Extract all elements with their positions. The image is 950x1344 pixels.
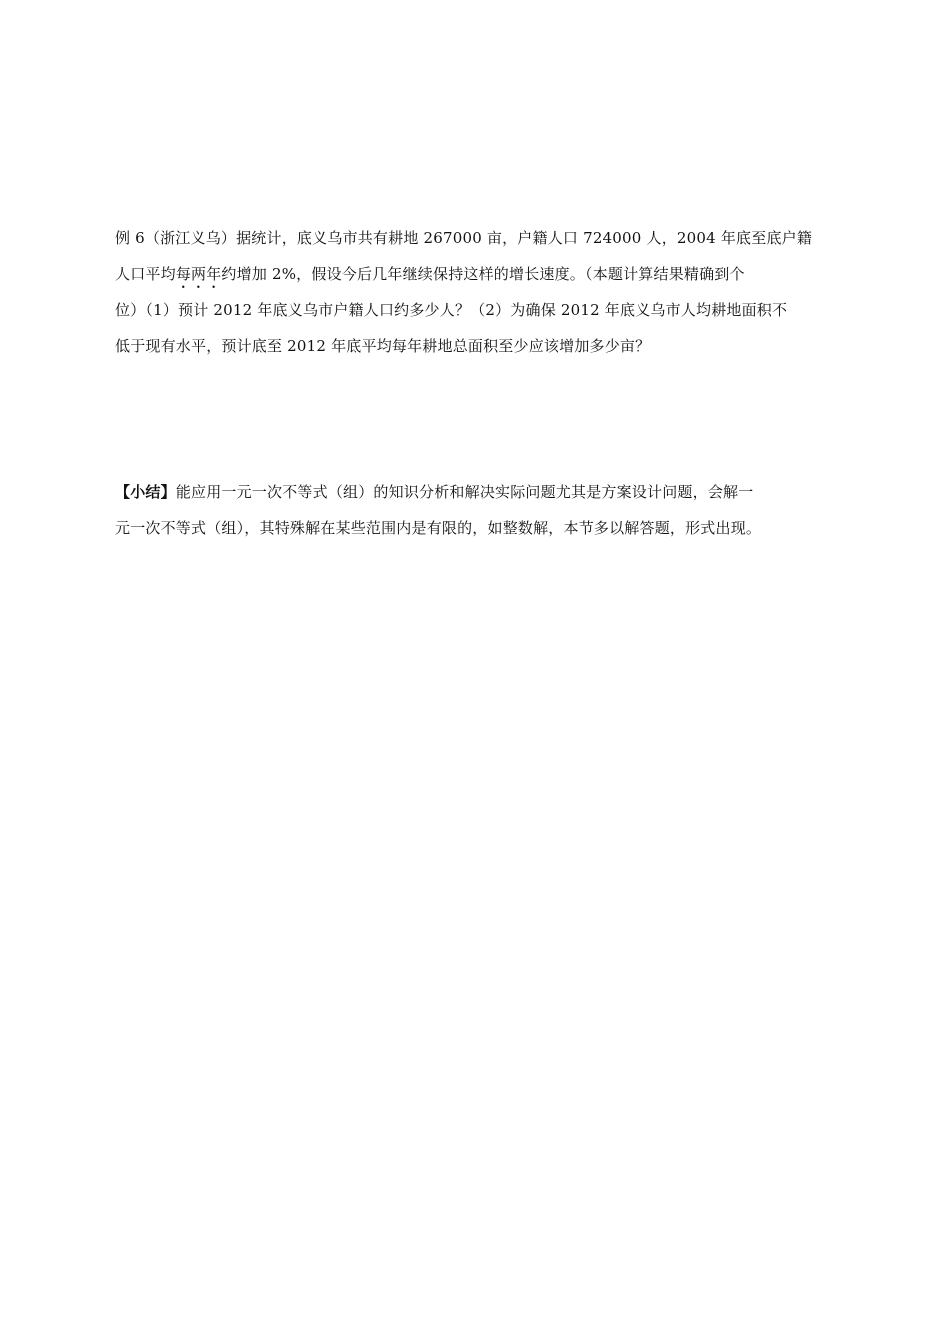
example-6-line-2 bbox=[115, 256, 840, 292]
example-6-paragraph bbox=[115, 220, 840, 364]
summary-line-2: 元一次不等式（组），其特殊解在某些范围内是有限的，如整数解，本节多以解答题，形式出现。 bbox=[115, 519, 762, 537]
emphasized-text: 每两年 bbox=[175, 265, 222, 283]
example-6-line-2-start: 人口平均 bbox=[115, 265, 176, 283]
summary-label: 【小结】 bbox=[115, 483, 176, 501]
example-6-line-1: 例 6（浙江义乌）据统计，底义乌市共有耕地 267000 亩，户籍人口 724000 人，2004 年底至底户籍 bbox=[115, 229, 813, 247]
summary-paragraph bbox=[115, 474, 840, 546]
summary-line-1 bbox=[115, 474, 840, 510]
example-6-line-2-end: 约增加 2%，假设今后几年继续保持这样的增长速度。（本题计算结果精确到个 bbox=[221, 265, 745, 283]
example-6-line-4: 低于现有水平，预计底至 2012 年底平均每年耕地总面积至少应该增加多少亩？ bbox=[115, 337, 651, 355]
summary-line-1-text: 能应用一元一次不等式（组）的知识分析和解决实际问题尤其是方案设计问题，会解一 bbox=[175, 483, 754, 501]
example-6-line-3: 位）（1）预计 2012 年底义乌市户籍人口约多少人？（2）为确保 2012 年底义乌市人均耕地面积不 bbox=[115, 301, 788, 319]
